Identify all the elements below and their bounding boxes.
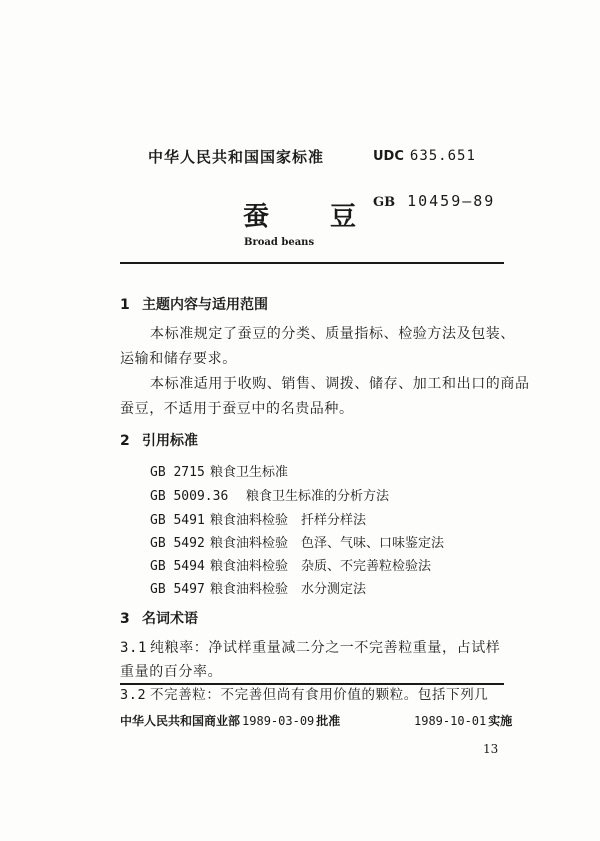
section-number: 2 (120, 433, 130, 449)
reference-item (150, 532, 444, 551)
udc-code (373, 148, 476, 164)
definition-line: 重量的百分率。 (120, 664, 223, 680)
reference-title: 粮食卫生标准的分析方法 (246, 489, 390, 504)
section-number: 1 (120, 297, 130, 313)
definition-text: 纯粮率：净试样重量减二分之一不完善粒重量，占试样 (150, 640, 501, 656)
section-title: 主题内容与适用范围 (142, 297, 268, 313)
reference-code: GB 5497 (150, 582, 205, 597)
section-heading-1 (120, 294, 268, 314)
gb-value: 10459—89 (407, 192, 496, 210)
paragraph-line: 本标准规定了蚕豆的分类、质量指标、检验方法及包装、 (150, 326, 515, 342)
section-title: 引用标准 (142, 433, 198, 449)
section-number: 3 (120, 611, 130, 627)
reference-item (150, 509, 366, 528)
definition-number: 3.2 (120, 687, 147, 703)
section-heading-2 (120, 430, 198, 450)
section-heading-3 (120, 608, 198, 628)
page-number: 13 (483, 742, 499, 756)
udc-label: UDC (373, 149, 404, 164)
english-title: Broad beans (244, 237, 315, 248)
gb-label: GB (373, 195, 396, 210)
approval-date: 1989-03-09 (242, 714, 315, 728)
section-title: 名词术语 (142, 611, 198, 627)
reference-title: 粮食油料检验 杂质、不完善粒检验法 (210, 559, 432, 574)
reference-code: GB 5009.36 (150, 489, 229, 504)
reference-item (150, 461, 288, 480)
paragraph-line: 蚕豆，不适用于蚕豆中的名贵品种。 (120, 401, 354, 417)
udc-value: 635.651 (409, 148, 476, 164)
standard-org-header: 中华人民共和国国家标准 (148, 148, 325, 166)
issuer-name: 中华人民共和国商业部 (120, 714, 241, 728)
gb-code (373, 192, 495, 210)
reference-code: GB 5494 (150, 559, 205, 574)
reference-item (150, 485, 389, 504)
reference-item (150, 578, 366, 597)
effective-line (414, 712, 512, 729)
effective-date: 1989-10-01 (414, 714, 487, 728)
definition-text: 不完善粒：不完善但尚有食用价值的颗粒。包括下列几 (150, 687, 489, 703)
header-divider (120, 262, 504, 264)
definition-line (120, 683, 488, 703)
reference-title: 粮食卫生标准 (210, 465, 289, 480)
document-title: 蚕 豆 (243, 202, 383, 232)
paragraph-line: 运输和储存要求。 (120, 351, 237, 367)
approval-line (120, 712, 340, 729)
definition-number: 3.1 (120, 640, 148, 656)
reference-code: GB 5492 (150, 536, 205, 551)
reference-code: GB 5491 (150, 513, 205, 528)
reference-code: GB 2715 (150, 465, 205, 480)
reference-title: 粮食油料检验 色泽、气味、口味鉴定法 (210, 536, 445, 551)
approval-label: 批准 (316, 714, 341, 728)
reference-item (150, 555, 431, 574)
effective-label: 实施 (488, 714, 513, 728)
paragraph-line: 本标准适用于收购、销售、调拨、储存、加工和出口的商品 (150, 376, 530, 392)
reference-title: 粮食油料检验 水分测定法 (210, 582, 367, 597)
reference-title: 粮食油料检验 扦样分样法 (210, 513, 367, 528)
definition-line (120, 637, 500, 657)
